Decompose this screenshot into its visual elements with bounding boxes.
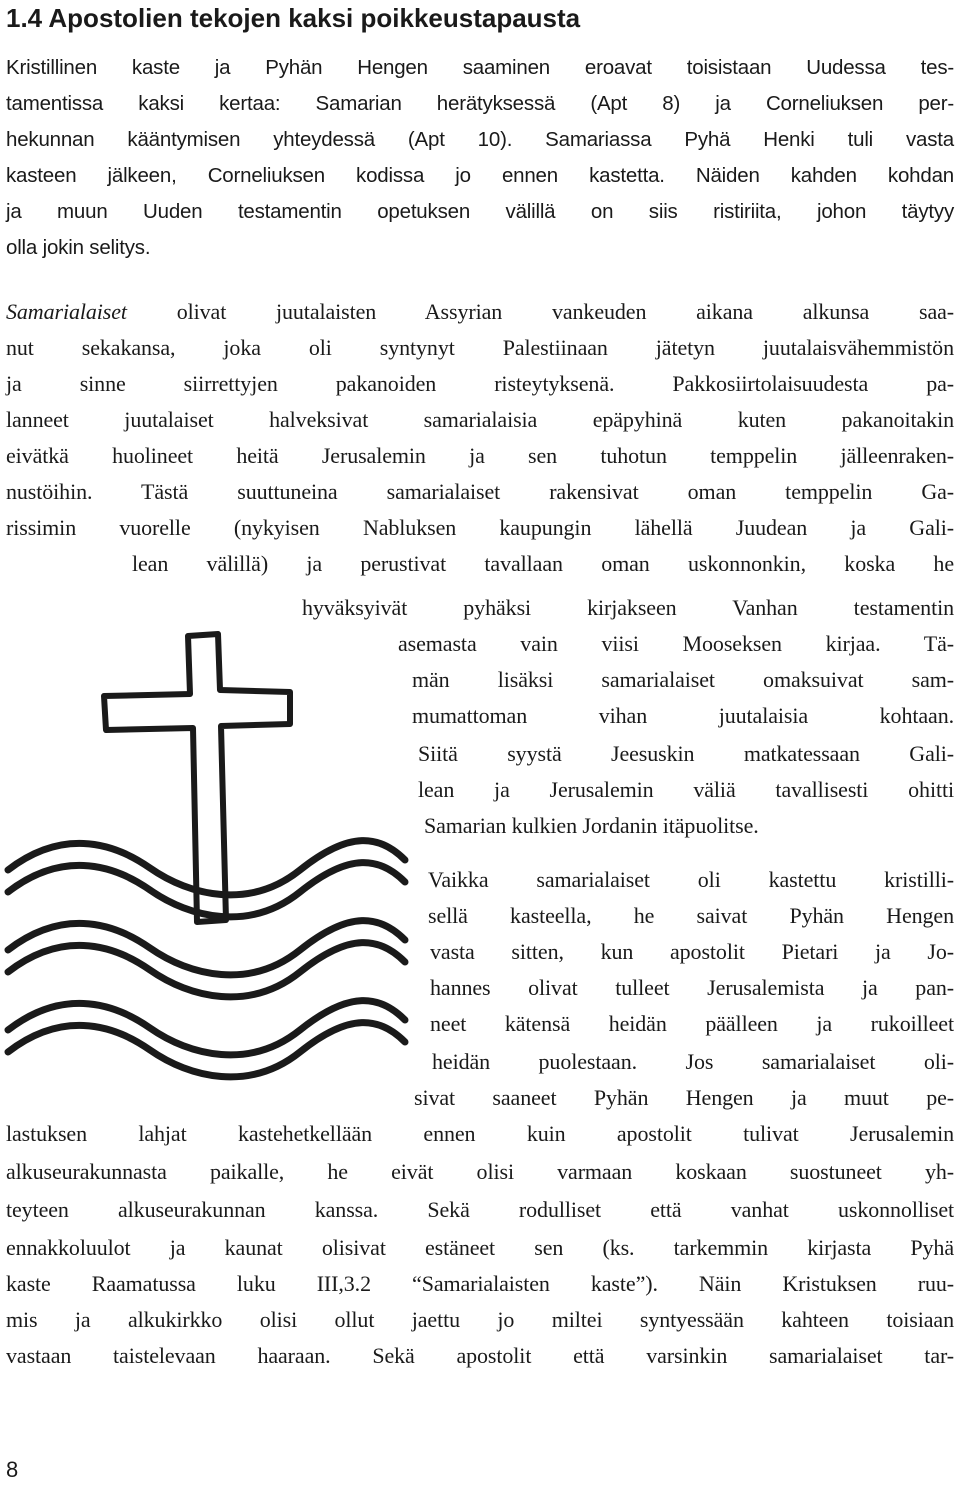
paragraph-3-line: teyteen alkuseurakunnan kanssa. Sekä rodulliset että vanhat uskonnolliset — [6, 1197, 954, 1222]
paragraph-3-line: sivat saaneet Pyhän Hengen ja muut pe- — [414, 1085, 954, 1110]
paragraph-3-line: kaste Raamatussa luku III,3.2 “Samarialaisten kaste”). Näin Kristuksen ruu- — [6, 1271, 954, 1296]
paragraph-2-line: lean välillä) ja perustivat tavallaan oman uskonnonkin, koska he — [132, 551, 954, 576]
paragraph-3-line: hannes olivat tulleet Jerusalemista ja pan- — [430, 975, 954, 1000]
paragraph-2-line: nut sekakansa, joka oli syntynyt Palestiinaan jätetyn juutalaisvähemmistön — [6, 335, 954, 360]
paragraph-3-line: mis ja alkukirkko olisi ollut jaettu jo miltei syntyessään kahteen toisiaan — [6, 1307, 954, 1332]
paragraph-1-line: kasteen jälkeen, Corneliuksen kodissa jo ennen kastetta. Näiden kahden kohdan — [6, 164, 954, 187]
paragraph-1-line: ja muun Uuden testamentin opetuksen välillä on siis ristiriita, johon täytyy — [6, 200, 954, 223]
paragraph-2-first-word: Samarialaiset — [6, 299, 127, 324]
paragraph-3-line: ennakkoluulot ja kaunat olisivat estäneet sen (ks. tarkemmin kirjasta Pyhä — [6, 1235, 954, 1260]
paragraph-1-line: tamentissa kaksi kertaa: Samarian herätyksessä (Apt 8) ja Corneliuksen per- — [6, 92, 954, 115]
paragraph-2-line: eivätkä huolineet heitä Jerusalemin ja sen tuhotun temppelin jälleenraken- — [6, 443, 954, 468]
paragraph-2-line: Siitä syystä Jeesuskin matkatessaan Gali- — [418, 741, 954, 766]
paragraph-3-line: vastaan taistelevaan haaraan. Sekä apostolit että varsinkin samarialaiset tar- — [6, 1343, 954, 1368]
paragraph-3-line: sellä kasteella, he saivat Pyhän Hengen — [428, 903, 954, 928]
paragraph-2-line: hyväksyivät pyhäksi kirjakseen Vanhan testamentin — [302, 595, 954, 620]
paragraph-2-line: rissimin vuorelle (nykyisen Nabluksen kaupungin lähellä Juudean ja Gali- — [6, 515, 954, 540]
paragraph-1-line: hekunnan kääntymisen yhteydessä (Apt 10). Samariassa Pyhä Henki tuli vasta — [6, 128, 954, 151]
paragraph-3-line: Vaikka samarialaiset oli kastettu kristilli- — [428, 867, 954, 892]
paragraph-2-first-line — [6, 294, 954, 330]
cross-over-waves-icon — [0, 620, 420, 1120]
page-number: 8 — [6, 1457, 19, 1482]
paragraph-2-line: mumattoman vihan juutalaisia kohtaan. — [412, 703, 954, 728]
section-heading: 1.4 Apostolien tekojen kaksi poikkeustapausta — [6, 3, 581, 33]
paragraph-2-line: män lisäksi samarialaiset omaksuivat sam- — [412, 667, 954, 692]
paragraph-2-line: nustöihin. Tästä suuttuneina samarialaiset rakensivat oman temppelin Ga- — [6, 479, 954, 504]
paragraph-2-line: Samarian kulkien Jordanin itäpuolitse. — [424, 813, 759, 838]
paragraph-1-line: olla jokin selitys. — [6, 236, 151, 259]
paragraph-3-line: vasta sitten, kun apostolit Pietari ja Jo- — [430, 939, 954, 964]
paragraph-3-line: heidän puolestaan. Jos samarialaiset oli- — [432, 1049, 954, 1074]
paragraph-2-first-line-text: olivat juutalaisten Assyrian vankeuden aikana alkunsa saa- — [176, 299, 954, 324]
paragraph-2-line: ja sinne siirrettyjen pakanoiden risteytyksenä. Pakkosiirtolaisuudesta pa- — [6, 371, 954, 396]
paragraph-3-line: lastuksen lahjat kastehetkellään ennen kuin apostolit tulivat Jerusalemin — [6, 1121, 954, 1146]
paragraph-3-line: alkuseurakunnasta paikalle, he eivät olisi varmaan koskaan suostuneet yh- — [6, 1159, 954, 1184]
paragraph-1-line: Kristillinen kaste ja Pyhän Hengen saaminen eroavat toisistaan Uudessa tes- — [6, 56, 954, 79]
paragraph-2-line: lanneet juutalaiset halveksivat samarialaisia epäpyhinä kuten pakanoitakin — [6, 407, 954, 432]
paragraph-3-line: neet kätensä heidän päälleen ja rukoilleet — [430, 1011, 954, 1036]
paragraph-2-line: asemasta vain viisi Mooseksen kirjaa. Tä- — [398, 631, 954, 656]
paragraph-2-line: lean ja Jerusalemin väliä tavallisesti ohitti — [418, 777, 954, 802]
wave-lines — [8, 841, 405, 1077]
